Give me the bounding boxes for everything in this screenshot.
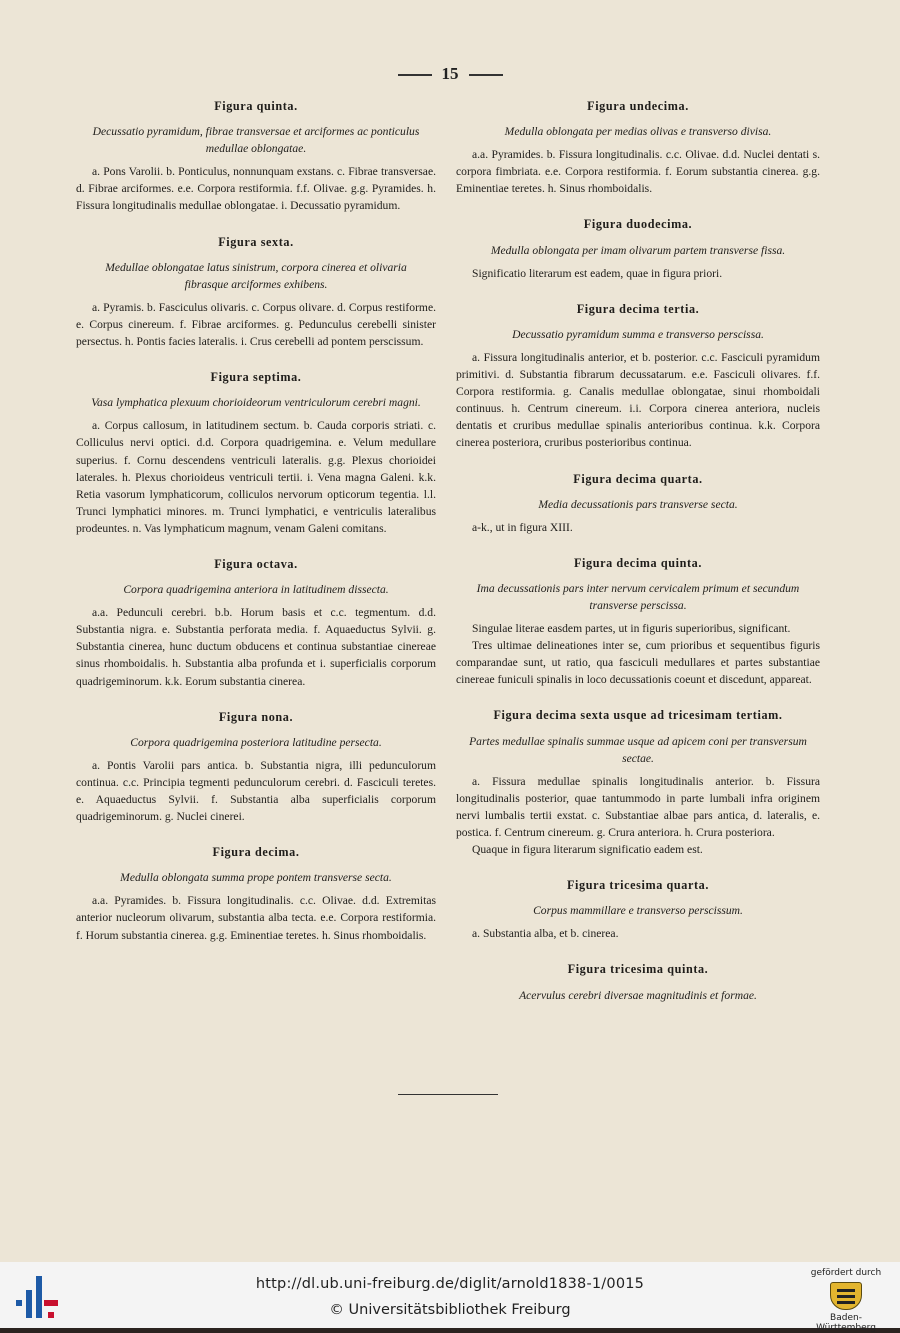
figure-legend-paragraph: Tres ultimae delineationes inter se, cum prioribus et sequentibus figuris comparandae sunt, ut ratio, qua fasciculi medullares et partes substantiae cinereae funiculi spinalis in loco decussationis coeunt et discedunt, appareat. — [456, 639, 820, 687]
coat-of-arms-icon — [830, 1282, 862, 1310]
copyright-notice: © Universitätsbibliothek Freiburg — [329, 1302, 571, 1318]
figure-title: Figura tricesima quarta. — [566, 878, 709, 893]
figure-title: Figura duodecima. — [583, 217, 693, 232]
figure-title: Figura decima tertia. — [576, 301, 700, 316]
section-gap — [456, 861, 820, 871]
figure-legend-paragraph: a.a. Pyramides. b. Fissura longitudinalis. c.c. Olivae. d.d. Extremitas anterior nucleorum olivarum, substantia alba tecta. e.e. Corpora restiformia. f. Horum substantia cinerea. g.g. Eminentiae teretes. h. Sinus rhomboidalis. — [76, 894, 436, 942]
figure-section — [76, 844, 436, 943]
figure-section — [76, 234, 436, 351]
section-gap — [76, 218, 436, 228]
figure-title: Figura decima sexta usque ad tricesimam tertiam. — [493, 708, 783, 723]
figure-legend-paragraph: Singulae literae easdem partes, ut in figuris superioribus, significant. — [472, 622, 791, 636]
figure-legend-paragraph: Quaque in figura literarum significatio eadem est. — [472, 843, 703, 857]
sponsor-label: gefördert durch — [810, 1268, 882, 1278]
page-number-text: 15 — [441, 64, 459, 83]
figure-legend-paragraph: a. Pyramis. b. Fasciculus olivaris. c. Corpus olivare. d. Corpus restiforme. e. Corpus cinereum. f. Fibrae arciformes. g. Pedunculus cerebelli sinister persectus. h. Pontis facies lateralis. i. Crus cerebelli ad pontem perscissum. — [76, 300, 436, 349]
figure-subtitle: Decussatio pyramidum summa e transverso perscissa. — [512, 327, 764, 341]
figure-subtitle: Corpora quadrigemina posteriora latitudine persecta. — [130, 735, 382, 749]
figure-subtitle: Corpora quadrigemina anteriora in latitudinem dissecta. — [123, 583, 389, 597]
figure-legend-paragraph: a.a. Pyramides. b. Fissura longitudinalis. c.c. Olivae. d.d. Nuclei dentati s. corpora fimbriata. e.e. Corpora restiformia. f. Eorum substantia cinerea. g.g. Eminentiae teretes. h. Sinus rhomboidalis. — [456, 148, 820, 196]
figure-section — [456, 877, 820, 942]
figure-title: Figura quinta. — [214, 99, 298, 113]
left-column — [76, 92, 436, 947]
sponsor-name: Baden-Württemberg — [816, 1313, 876, 1333]
figure-subtitle: Ima decussationis pars inter nervum cervicalem primum et secundum transverse perscissa. — [476, 581, 800, 612]
figure-subtitle: Medulla oblongata summa prope pontem transverse secta. — [120, 871, 392, 885]
figure-section — [76, 709, 436, 826]
figure-subtitle: Vasa lymphatica plexuum chorioideorum ventriculorum cerebri magni. — [91, 396, 421, 410]
sponsor-block — [806, 1268, 886, 1333]
figure-legend-paragraph: a. Pontis Varolii pars antica. b. Substantia nigra, illi pedunculorum continua. c.c. Principia tegmenti pedunculorum cerebri. d. Fasciculi teretes. e. Aquaeductus Sylvii. f. Substantia alba superficialis corporum quadrigeminorum. g. Nuclei cinerei. — [76, 758, 436, 824]
figure-section — [456, 301, 820, 452]
figure-section — [456, 98, 820, 197]
section-gap — [456, 285, 820, 295]
page-number — [0, 64, 900, 84]
figure-section — [456, 471, 820, 536]
figure-title: Figura undecima. — [587, 99, 689, 113]
figure-subtitle: Partes medullae spinalis summae usque ad apicem coni per transversum sectae. — [469, 734, 807, 765]
figure-title: Figura octava. — [214, 556, 298, 571]
figure-title: Figura decima quarta. — [573, 471, 703, 486]
section-gap — [76, 693, 436, 703]
figure-subtitle: Decussatio pyramidum, fibrae transversae et arciformes ac ponticulus medullae oblongatae. — [92, 125, 420, 156]
figure-legend-paragraph: a. Fissura medullae spinalis longitudinalis anterior. b. Fissura longitudinalis posterior, quae tantummodo in parte lumbali infra originem nervi lumbalis tertii exstat. c. Substantiae albae pars antica, d. lateralis, e. postica. f. Centrum cinereum. g. Crura anteriora. h. Crura posteriora. — [456, 774, 820, 839]
figure-subtitle: Medullae oblongatae latus sinistrum, corpora cinerea et olivaria fibrasque arciformes exhibens. — [105, 260, 407, 291]
page-number-rule-left — [398, 74, 432, 76]
figure-section — [76, 98, 436, 215]
figure-title: Figura tricesima quinta. — [567, 962, 709, 977]
section-gap — [456, 455, 820, 465]
figure-legend-paragraph: a. Fissura longitudinalis anterior, et b. posterior. c.c. Fasciculi pyramidum primitivi. d. Substantia fibrarum decussatarum. e.e. Fasciculi olivares. f.f. Corpora restiformia. g. Canalis medullae oblongatae, sinui rhomboidali continuus. h. Centrum cinereum. i.i. Corpora cinerea anteriora, nucleis dentatis et cruribus medullae spinalis anterioribus continua. k.k. Corpora cinerea posteriora, cruribus posterioribus continua. — [456, 350, 820, 450]
figure-title: Figura decima quinta. — [573, 555, 703, 570]
section-gap — [456, 691, 820, 701]
right-column — [456, 92, 820, 1010]
figure-subtitle: Medulla oblongata per imam olivarum partem transverse fissa. — [490, 243, 786, 257]
section-gap — [456, 200, 820, 210]
figure-subtitle: Medulla oblongata per medias olivas e transverso divisa. — [504, 125, 772, 139]
figure-section — [456, 555, 820, 689]
figure-title: Figura nona. — [218, 709, 294, 724]
figure-subtitle: Media decussationis pars transverse secta. — [538, 497, 738, 511]
figure-legend-paragraph: a-k., ut in figura XIII. — [472, 520, 573, 534]
figure-title: Figura decima. — [212, 845, 300, 860]
section-gap — [76, 828, 436, 838]
figure-section — [76, 556, 436, 690]
figure-legend-paragraph: a. Substantia alba, et b. cinerea. — [472, 927, 619, 941]
figure-legend-paragraph: a. Corpus callosum, in latitudinem sectum. b. Cauda corporis striati. c. Colliculus nervi optici. d.d. Corpora quadrigemina. e. Velum medullare superius. f. Cornu descendens ventriculi lateralis. g.g. Plexus chorioidei laterales. h. Plexus chorioideus ventriculi tertii. i. Vena magna Galeni. k.k. Retia vasorum lymphaticorum, colliculos nervorum opticorum tegentia. l.l. Trunci lymphatici minores. m. Trunci lymphatici, e ventriculis lateralibus prodeuntes. n. Vas lymphaticum magnum, venam Galeni comitans. — [76, 419, 436, 535]
page-number-rule-right — [469, 74, 503, 76]
end-rule — [398, 1094, 498, 1095]
figure-subtitle: Corpus mammillare e transverso perscissum. — [533, 904, 743, 918]
section-gap — [76, 353, 436, 363]
viewer-footer — [0, 1262, 900, 1333]
figure-legend-paragraph: a.a. Pedunculi cerebri. b.b. Horum basis et c.c. tegmentum. d.d. Substantia nigra. e. Substantia perforata media. f. Aquaeductus Sylvii. g. Substantia cinerea, hunc ductum obducens et continua substantiae cinereae sinus rhomboidalis. h. Substantia alba profunda et i. superficialis corporum quadrigeminorum. k.k. Eorum substantia cinerea. — [76, 606, 436, 688]
figure-section — [456, 961, 820, 1003]
figure-section — [456, 707, 820, 858]
figure-subtitle: Acervulus cerebri diversae magnitudinis et formae. — [519, 988, 757, 1002]
permalink-url[interactable]: http://dl.ub.uni-freiburg.de/diglit/arnold1838-1/0015 — [255, 1276, 645, 1292]
figure-title: Figura sexta. — [218, 234, 294, 249]
figure-title: Figura septima. — [210, 370, 302, 385]
figure-legend-paragraph: a. Pons Varolii. b. Ponticulus, nonnunquam exstans. c. Fibrae transversae. d. Fibrae arciformes. e.e. Corpora restiformia. f.f. Olivae. g.g. Pyramides. h. Fissura longitudinalis medullae oblongatae. i. Decussatio pyramidum. — [76, 165, 436, 213]
section-gap — [76, 540, 436, 550]
figure-section — [456, 216, 820, 281]
figure-legend-paragraph: Significatio literarum est eadem, quae in figura priori. — [472, 266, 723, 280]
section-gap — [456, 945, 820, 955]
section-gap — [456, 539, 820, 549]
figure-section — [76, 369, 436, 537]
